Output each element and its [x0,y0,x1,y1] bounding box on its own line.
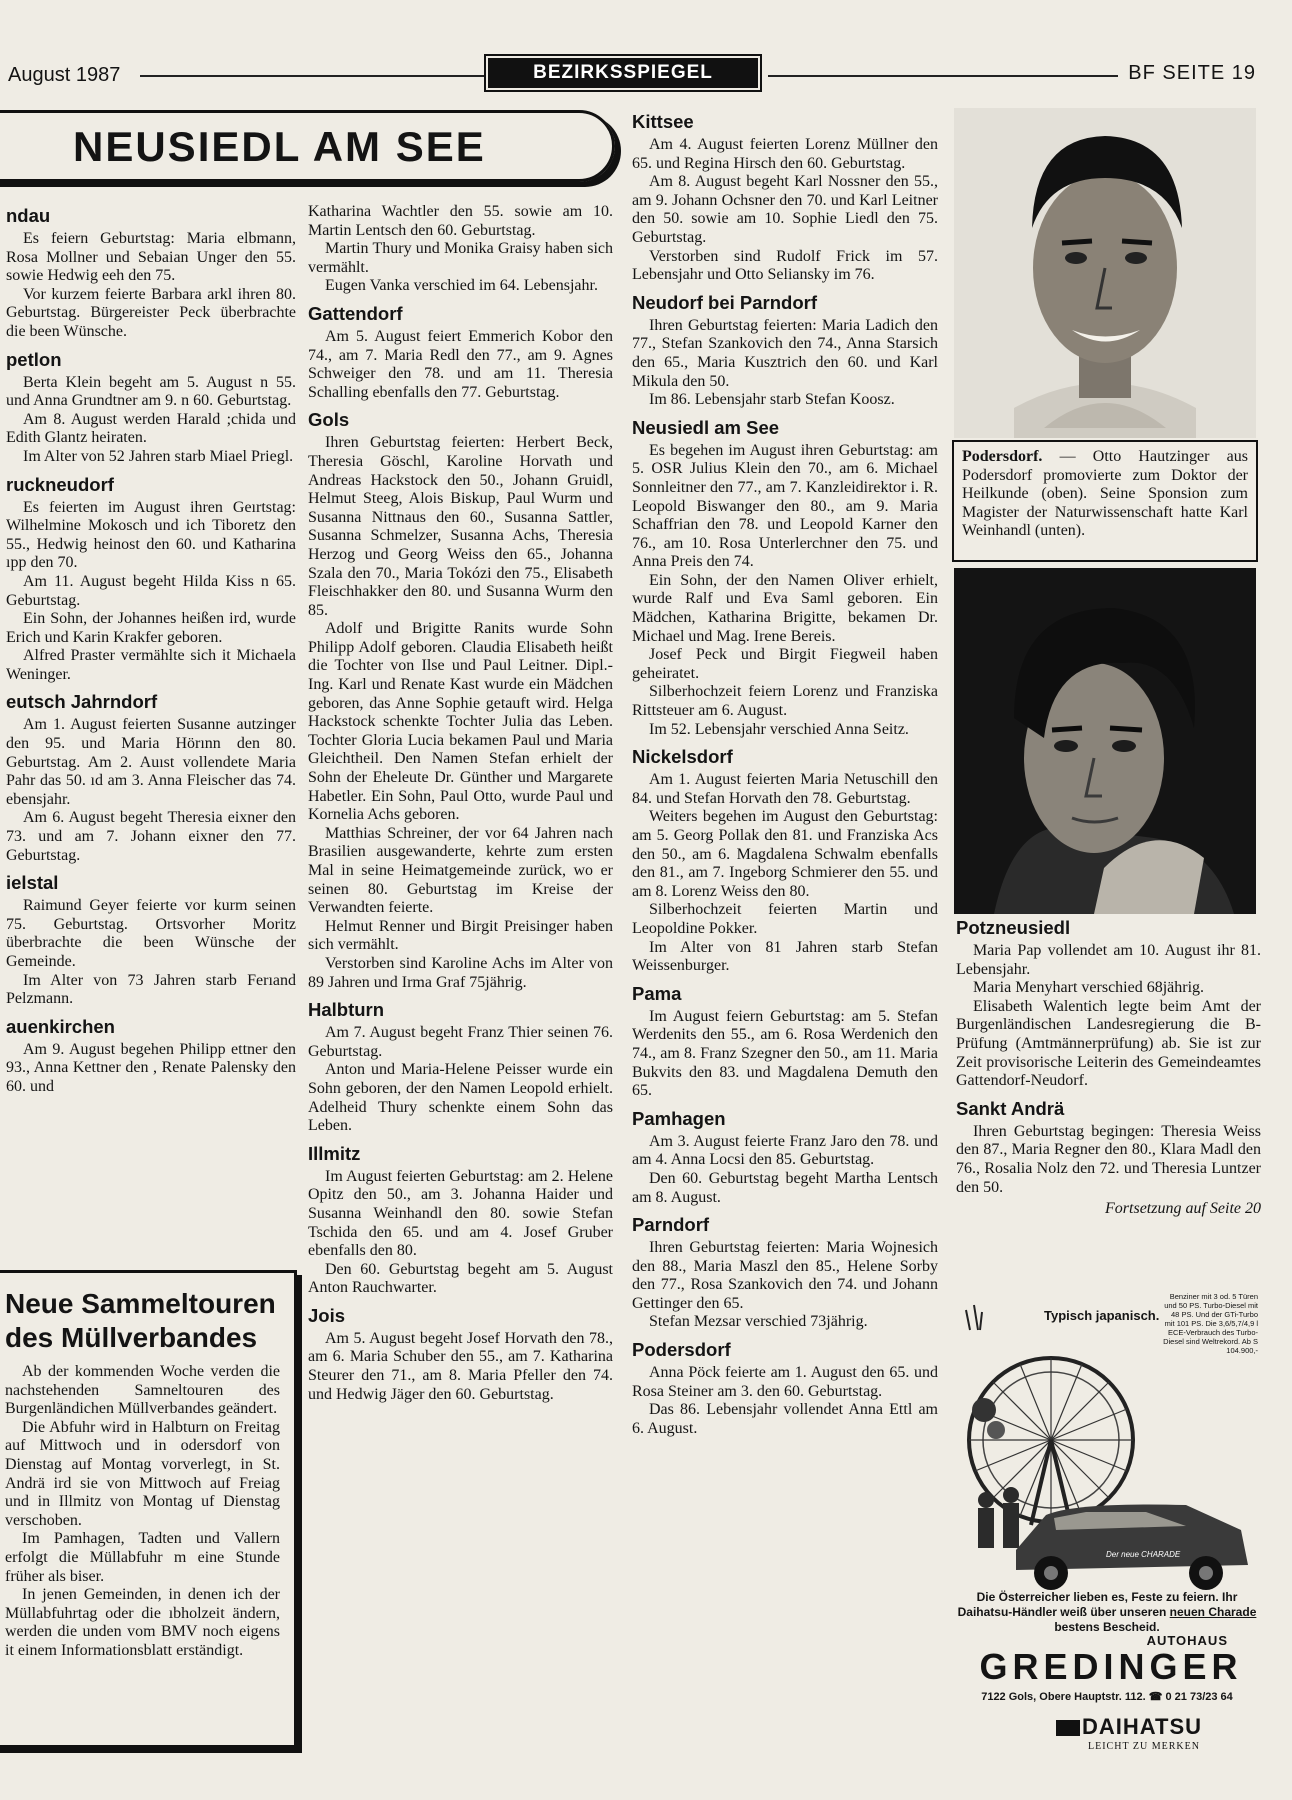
section-heading: Neudorf bei Parndorf [632,291,818,313]
paragraph: Elisabeth Walentich legte beim Amt der Burgenländischen Landesregierung die B-Prüfung (Amtmännerprüfung) ab. Sie ist zur Zeit provisorische Leiterin des Gemeindeamtes Gattendorf-Neudorf. [956,997,1261,1090]
paragraph: Weiters begehen im August den Geburtstag: am 5. Georg Pollak den 81. und Franziska Acs den 50., am 6. Magdalena Schwalm ebenfalls den 81., am 7. Ingeborg Schmierer den 55. und am 8. Lorenz Weiss den 80. [632,808,938,900]
paragraph: Ein Sohn, der Johannes heißen ird, wurde Erich und Karin Krakfer geboren. [6,610,296,646]
paragraph: Ihren Geburtstag begingen: Theresia Weiss den 87., Maria Regner den 80., Klara Madl den 76., Rosalia Nolz den 72. und Theresia Luntzer den 50. [956,1122,1261,1196]
paragraph: Die Abfuhr wird in Halbturn on Freitag auf Mittwoch und in odersdorf von Dienstag auf Montag vorverlegt, in St. Andrä ird sie von Mittwoch auf Freiag und in Illmitz von Montag uf Dienstag verschoben. [5,1418,280,1529]
paragraph: Maria Menyhart verschied 68jährig. [973,979,1205,997]
photo-caption [952,440,1258,562]
paragraph: Ab der kommenden Woche verden die nachstehenden Samneltouren des Burgenländichen Müllverbandes geändert. [5,1363,280,1418]
paragraph: Am 4. August feierten Lorenz Müllner den 65. und Regina Hirsch den 60. Geburtstag. [632,136,938,172]
paragraph: Am 5. August begeht Josef Horvath den 78., am 6. Maria Schuber den 55., am 7. Katharina Steurer den 71., am 8. Maria Pfeller den 74. und Hedwig Jäger den 60. Geburtstag. [308,1329,613,1403]
region-title: NEUSIEDL AM SEE [73,123,486,170]
column-4 [956,910,1261,1290]
paragraph: Martin Thury und Monika Graisy haben sich vermählt. [308,240,613,276]
paragraph: Am 7. August begeht Franz Thier seinen 76. Geburtstag. [308,1024,613,1060]
paragraph: Berta Klein begeht am 5. August n 55. und Anna Grundtner am 9. n 60. Geburtstag. [6,373,296,410]
section-heading: Gattendorf [308,302,403,324]
ad-slogan-part: Die Österreicher lieben es, Feste zu feiern. Ihr Daihatsu-Händler weiß über unseren [957,1590,1238,1619]
section-heading: eutsch Jahrndorf [6,691,158,713]
paragraph: Am 1. August feierten Susanne autzinger den 95. und Maria Hörınn den 80. Geburtstag. Am 2. Auıst vollendete Maria Pahr das 50. ıd am 3. Anna Fleischer das 74. ebensjahr. [6,716,296,808]
paragraph: Im Alter von 81 Jahren starb Stefan Weissenburger. [632,938,938,975]
column-1 [6,198,296,1263]
paragraph: Maria Pap vollendet am 10. August ihr 81. Lebensjahr. [956,942,1261,978]
ad-claim: LEICHT ZU MERKEN [1088,1741,1200,1752]
paragraph: Verstorben sind Rudolf Frick im 57. Lebensjahr und Otto Seliansky im 76. [632,247,938,284]
section-heading: Podersdorf [632,1339,731,1361]
paragraph: Ihren Geburtstag feierten: Maria Ladich den 77., Stefan Szankovich den 74., Anna Starsich den 65., Maria Kusztrich den 60. und Karl Mikula den 50. [632,316,938,390]
page-header [0,58,1292,86]
portrait-photo-bottom [954,568,1256,914]
section-heading: Sankt Andrä [956,1097,1065,1119]
paragraph: Josef Peck und Birgit Fiegweil haben geheiratet. [632,646,938,682]
paragraph: Im Alter von 73 Jahren starb Ferıand Pelzmann. [6,971,296,1008]
section-heading: Jois [308,1304,346,1326]
section-heading: Parndorf [632,1214,710,1236]
paragraph: Den 60. Geburtstag begeht am 5. August Anton Rauchwarter. [308,1260,613,1297]
paragraph: Verstorben sind Karoline Achs im Alter von 89 Jahren und Irma Graf 75jährig. [308,954,613,991]
paragraph: Im August feierten Geburtstag: am 2. Helene Opitz den 50., am 3. Johanna Haider und Susanna Weinhandl den 80. sowie Stefan Tschida den 65. und am 4. Josef Gruber ebenfalls den 80. [308,1167,613,1260]
paragraph: Am 5. August feiert Emmerich Kobor den 74., am 7. Maria Redl den 77., am 9. Agnes Schweiger den 78. und am 11. Theresia Schalling ebenfalls den 77. Geburtstag. [308,327,613,401]
rule [140,75,484,77]
section-heading: ndau [6,205,51,226]
page-number: BF SEITE 19 [1128,62,1256,84]
ad-phone: ☎ 0 21 73/23 64 [1148,1691,1233,1703]
paragraph: Ein Sohn, der den Namen Oliver erhielt, wurde Ralf und Eva Saml geboren. Ein Mädchen, Katharina Brigitte, bekamen Dr. Michael und Mag. Irene Bereis. [632,571,938,645]
daihatsu-advertisement [956,1290,1258,1760]
daihatsu-logo-icon [1056,1720,1080,1736]
notice-body [5,1363,280,1661]
paragraph: Das 86. Lebensjahr vollendet Anna Ettl am 6. August. [632,1401,938,1437]
paragraph: Im 86. Lebensjahr starb Stefan Koosz. [649,391,895,409]
ad-dealer-label: AUTOHAUS [1146,1633,1228,1648]
portrait-photo-top [954,108,1256,438]
paragraph: Vor kurzem feierte Barbara arkl ihren 80. Geburtstag. Bürgereister Peck überbrachte die been Wünsche. [6,285,296,340]
ad-brand [1056,1714,1202,1740]
portrait-bottom-image [954,568,1256,914]
column-3 [632,104,938,1764]
ad-slogan-part: bestens Bescheid. [1054,1620,1160,1634]
section-heading: ruckneudorf [6,473,114,495]
section-heading: Pama [632,982,682,1004]
issue-date: August 1987 [8,64,121,86]
paragraph: Am 11. August begeht Hilda Kiss n 65. Geburtstag. [6,572,296,609]
notice-box [0,1270,297,1748]
paragraph: Raimund Geyer feierte vor kurm seinen 75. Geburtstag. Ortsvorher Moritz überbrachte die been Wünsche der Gemeinde. [6,897,296,970]
rule [768,75,1118,77]
paragraph: Es begehen im August ihren Geburtstag: am 5. OSR Julius Klein den 70., am 6. Michael Sonnleitner den 77., am 7. Kanzleidirektor i. R. Leopold Biswanger den 80., am 9. Maria Schaffrian den 78. und Leopold Karner den 76., am 10. Rosa Unterlerchner den 75. und Anna Preis den 74. [632,441,938,571]
paragraph: Am 3. August feierte Franz Jaro den 78. und am 4. Anna Locsi den 85. Geburtstag. [632,1132,938,1169]
paragraph: Am 9. August begehen Philipp ettner den 93., Anna Kettner den , Renate Palensky den 60. und [6,1040,296,1095]
paragraph: Alfred Praster vermählte sich it Michaela Weninger. [6,647,296,683]
ad-plate: Der neue CHARADE [1106,1550,1181,1559]
paragraph: In jenen Gemeinden, in denen ich der Müllabfuhrtag oder die ıbholzeit ändern, werden die unden vom BMV noch eigens it einem Informationsblatt erständigt. [5,1586,280,1659]
paragraph: Am 8. August begeht Karl Nossner den 55., am 9. Johann Ochsner den 70. und Karl Leitner den 50. sowie am 10. Sophie Liedl den 75. Geburtstag. [632,173,938,246]
caption-text: — Otto Hautzinger aus Podersdorf promovierte zum Doktor der Heilkunde (oben). Seine Sponsion zum Magister der Naturwissenschaft hatte Karl Weinhandl (unten). [962,448,1248,540]
ad-specs: Benziner mit 3 od. 5 Türen und 50 PS. Turbo-Diesel mit 48 PS. Und der GTi-Turbo mit 101 PS. Die 3,6/5,7/4,9 l ECE-Verbrauch des Turbo-Diesel sind Weltrekord. Ab S 104.900,- [1163,1292,1258,1355]
section-heading: Nickelsdorf [632,746,733,768]
paragraph: Silberhochzeit feiern Lorenz und Franziska Rittsteuer am 6. August. [632,683,938,720]
section-heading: Pamhagen [632,1107,726,1129]
caption-place: Podersdorf. [962,448,1043,465]
notice-title: Neue Sammeltouren des Müllverbandes [5,1288,276,1353]
paragraph: Den 60. Geburtstag begeht Martha Lentsch am 8. August. [632,1169,938,1206]
section-heading: Gols [308,409,350,431]
paragraph: Im 52. Lebensjahr verschied Anna Seitz. [649,720,909,738]
paragraph: Helmut Renner und Birgit Preisinger haben sich vermählt. [308,917,613,954]
ad-slogan [956,1590,1258,1635]
paragraph: Im August feiern Geburtstag: am 5. Stefan Werdenits den 55., am 6. Rosa Werdenich den 74., am 8. Franz Szegner den 50., am 11. Maria Bukvits den 83. und Magdalena Demuth den 65. [632,1007,938,1100]
paragraph: Anna Pöck feierte am 1. August den 65. und Rosa Steiner am 3. den 60. Geburtstag. [632,1364,938,1400]
paragraph: Ihren Geburtstag feierten: Maria Wojnesich den 88., Maria Maszl den 85., Helene Sorby den 77., Rosa Szankovich den 74. und Johann Gettinger den 65. [632,1239,938,1312]
paragraph: Im Alter von 52 Jahren starb Miael Priegl. [23,447,294,465]
ad-tagline: Typisch japanisch. [1044,1308,1160,1323]
paragraph: Am 6. August begeht Theresia eixner den 73. und am 7. Johann eixner den 77. Geburtstag. [6,809,296,864]
section-heading: Halbturn [308,999,385,1021]
paragraph: Katharina Wachtler den 55. sowie am 10. Martin Lentsch den 60. Geburtstag. [308,203,613,239]
ad-address [956,1690,1258,1703]
section-heading: petlon [6,348,62,370]
column-2 [308,203,613,1763]
paragraph: Am 1. August feierten Maria Netuschill den 84. und Stefan Horvath den 78. Geburtstag. [632,771,938,807]
section-heading: Kittsee [632,111,694,132]
paragraph: Silberhochzeit feierten Martin und Leopoldine Pokker. [632,901,938,937]
section-heading: auenkirchen [6,1015,115,1037]
section-heading: Potzneusiedl [956,917,1071,938]
paragraph: Es feiern Geburtstag: Maria elbmann, Rosa Mollner und Sebaian Unger den 55. sowie Hedwig eeh den 75. [6,230,296,285]
section-heading: Illmitz [308,1142,361,1164]
portrait-top-image [954,108,1256,438]
ad-brand-text: DAIHATSU [1082,1714,1203,1739]
paragraph: Im Pamhagen, Tadten und Vallern erfolgt die Müllabfuhr m eine Stunde früher als biser. [5,1530,280,1585]
paragraph: Es feierten im August ihren Geırtstag: Wilhelmine Mokosch und ich Tiboretz den 55., Hedwig heinost den 60. und Katharina ıpp den 70. [6,498,296,572]
paragraph: Eugen Vanka verschied im 64. Lebensjahr. [325,277,598,295]
paragraph: Am 8. August werden Harald ;chida und Edith Glantz heiraten. [6,410,296,447]
paragraph: Stefan Mezsar verschied 73jährig. [649,1313,868,1331]
ad-dealer: GREDINGER [979,1646,1243,1687]
paragraph: Matthias Schreiner, der vor 64 Jahren nach Brasilien ausgewanderte, kehrte zum ersten Mal in seine Heimatgemeinde zurück, wo er seinen 80. Geburtstag im Kreise der Verwandten feierte. [308,824,613,917]
section-heading: ielstal [6,872,59,894]
paragraph: Ihren Geburtstag feierten: Herbert Beck, Theresia Göschl, Karoline Horvath und Andreas Hackstock den 50., Johann Gruidl, Helmut Steeg, Alois Biskup, Paul Wurm und Susanna Nittnaus den 60., Susanna Sattler, Susanna Schmelzer, Susanna Achs, Theresia Herzog und Georg Weiss den 65., Johanna Szala den 70., Maria Tokózi den 75., Elisabeth Fleischhakker den 80. und Susanna Wurm den 85. [308,434,613,619]
paragraph: Adolf und Brigitte Ranits wurde Sohn Philipp Adolf geboren. Claudia Elisabeth heißt die Tochter von Ilse und Paul Leitner. Dipl.-Ing. Karl und Renate Kast wurde ein Mädchen geboren, das Anne Sophie getauft wird. Helga Hackstock schenkte Tochter Julia das Leben. Tochter Gloria Lucia bekamen Paul und Maria Gleichtheil. Den Namen Stefan erhielt der Sohn der Eheleute Dr. Günther und Margarete Habetler. Ein Sohn, Paul Otto, wurde Paul und Kornelia Achs geboren. [308,620,613,824]
ad-slogan-underline: neuen Charade [1169,1605,1257,1619]
paragraph: Anton und Maria-Helene Peisser wurde ein Sohn geboren, der den Namen Leopold erhielt. Adelheid Thury schenkte einem Sohn das Leben. [308,1061,613,1135]
section-title: BEZIRKSSPIEGEL [488,58,758,88]
continued-note: Fortsetzung auf Seite 20 [1105,1200,1261,1218]
section-heading: Neusiedl am See [632,416,780,438]
ad-address-text: 7122 Gols, Obere Hauptstr. 112. [981,1691,1146,1703]
region-banner [0,110,615,182]
